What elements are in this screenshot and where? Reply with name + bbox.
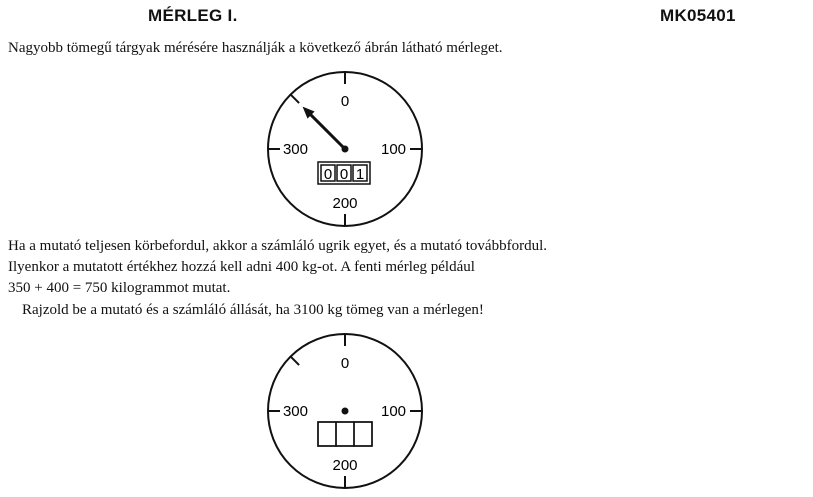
task-title: MÉRLEG I. <box>148 6 238 25</box>
scale-2-label-100: 100 <box>381 403 407 420</box>
scale-2-pivot <box>342 408 349 415</box>
scale-1 <box>268 72 422 226</box>
scale-2 <box>268 334 422 488</box>
scale-1-counter <box>318 162 370 184</box>
paragraph-1: Ha a mutató teljesen körbefordul, akkor a számláló ugrik egyet, és a mutató továbbfordul. <box>8 238 547 254</box>
scale-1-pivot <box>342 146 349 153</box>
scale-2-tick-350 <box>291 357 300 366</box>
task-code: MK05401 <box>660 6 736 25</box>
task-instruction: Rajzold be a mutató és a számláló állását, ha 3100 kg tömeg van a mérlegen! <box>22 302 484 318</box>
scale-1-counter-digit-1: 0 <box>323 166 333 183</box>
scale-1-label-300: 300 <box>282 141 308 158</box>
scale-1-label-200: 200 <box>332 195 358 212</box>
scale-1-label-100: 100 <box>381 141 407 158</box>
scale-1-pointer <box>311 115 345 149</box>
intro-text: Nagyobb tömegű tárgyak mérésére használják a következő ábrán látható mérleget. <box>8 40 503 56</box>
scale-1-counter-digit-3: 1 <box>355 166 365 183</box>
scale-2-counter-frame <box>318 422 372 446</box>
paragraph-3: 350 + 400 = 750 kilogrammot mutat. <box>8 280 231 296</box>
scale-2-label-0: 0 <box>340 355 350 372</box>
scale-2-counter[interactable] <box>318 422 372 446</box>
paragraph-2: Ilyenkor a mutatott értékhez hozzá kell adni 400 kg-ot. A fenti mérleg például <box>8 259 475 275</box>
scale-1-counter-digit-2: 0 <box>339 166 349 183</box>
scale-2-label-300: 300 <box>282 403 308 420</box>
scale-1-label-0: 0 <box>340 93 350 110</box>
scale-2-label-200: 200 <box>332 457 358 474</box>
scale-1-tick-350 <box>291 95 300 104</box>
